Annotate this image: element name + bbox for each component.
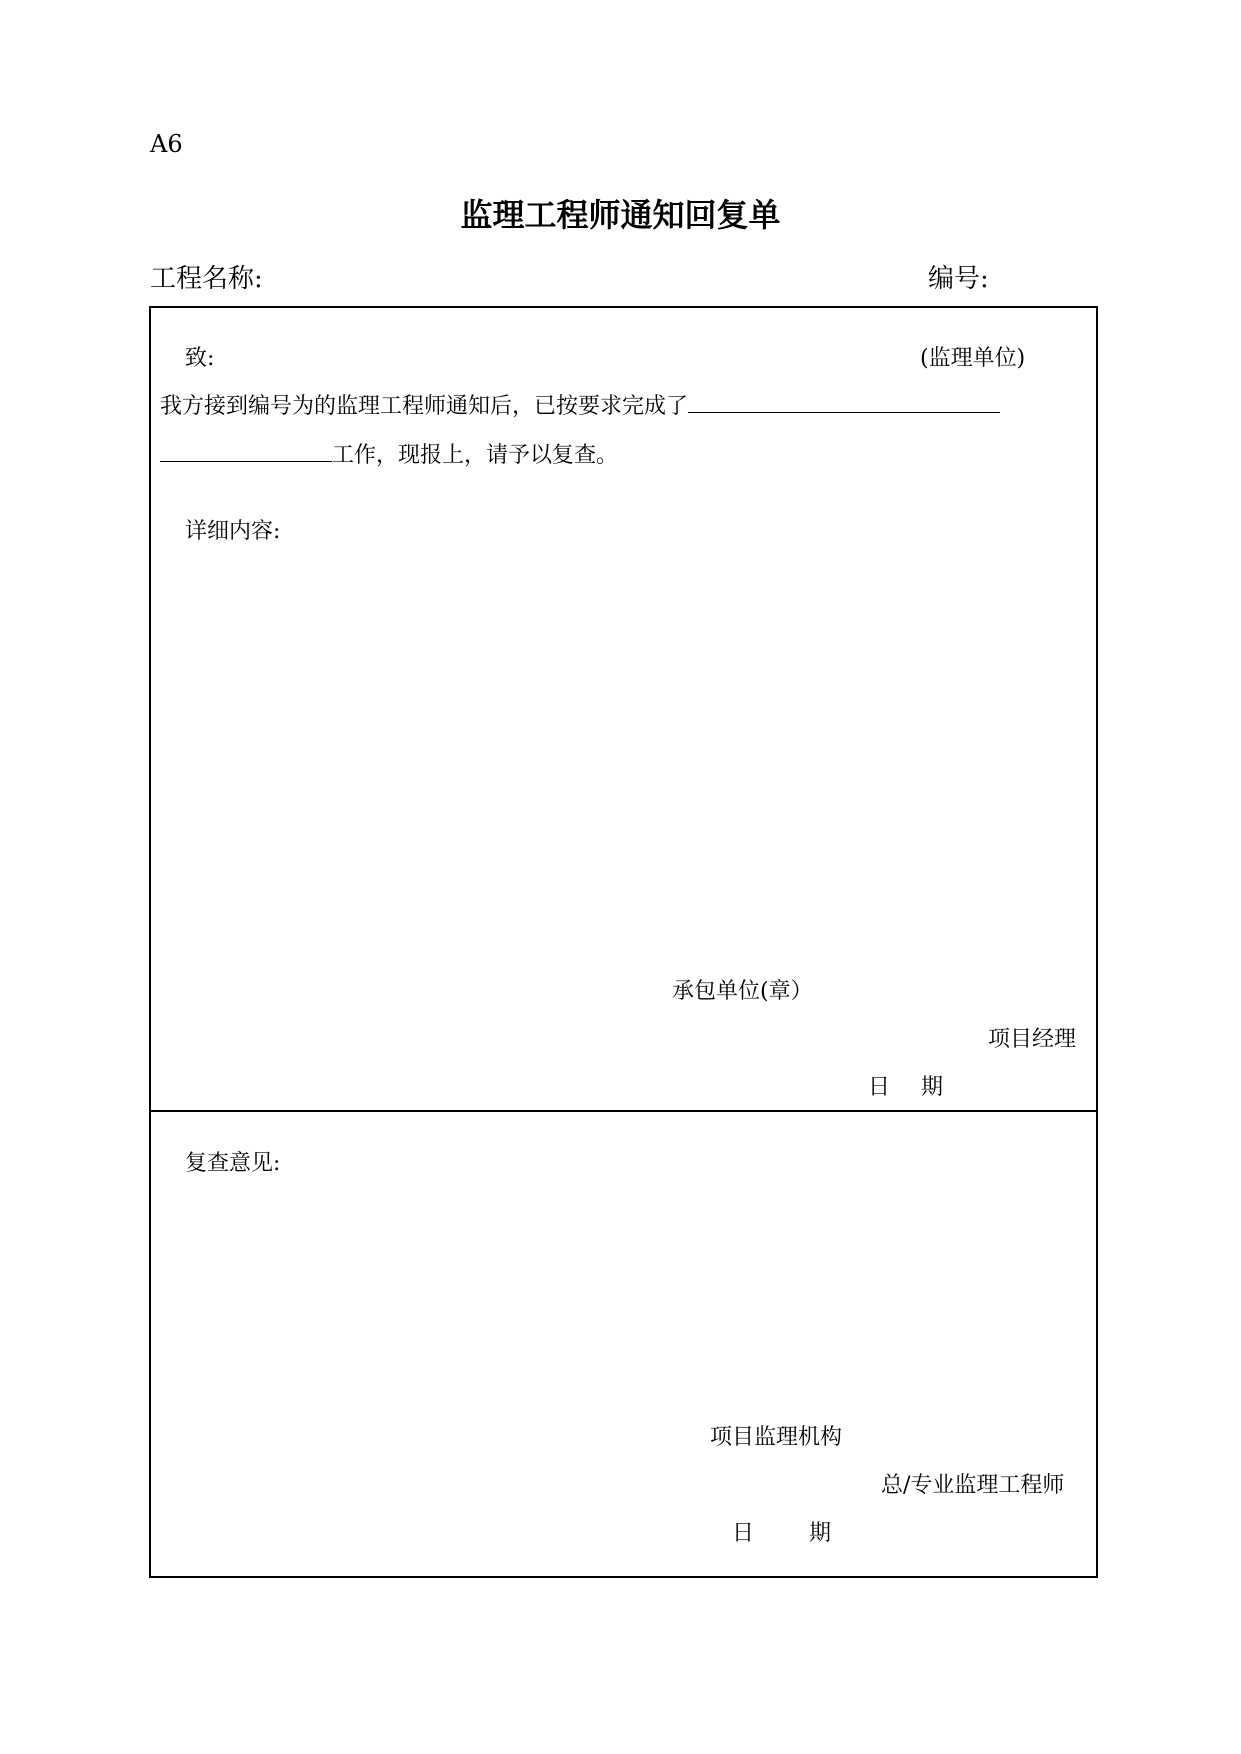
- serial-number-label: 编号:: [928, 264, 989, 294]
- chief-engineer-label: 总/专业监理工程师: [881, 1473, 1065, 1498]
- form-frame: [149, 306, 1098, 1578]
- supervision-organization-label: 项目监理机构: [710, 1425, 843, 1450]
- reply-statement-line-2: [160, 438, 618, 469]
- document-code: A6: [150, 130, 183, 158]
- section-divider: [149, 1110, 1098, 1112]
- project-name-label: 工程名称:: [150, 264, 263, 294]
- review-opinion-label: 复查意见:: [185, 1151, 281, 1176]
- completed-work-blank-2[interactable]: [160, 439, 332, 462]
- completed-work-blank-1[interactable]: [688, 390, 1000, 413]
- review-date-label: 日 期: [732, 1521, 831, 1546]
- reply-statement-text-1: 我方接到编号为的监理工程师通知后，已按要求完成了: [160, 394, 689, 419]
- to-label: 致:: [185, 346, 215, 371]
- supervisor-unit-label: (监理单位): [920, 346, 1026, 371]
- reply-statement-text-2: 工作，现报上，请予以复查。: [332, 443, 619, 468]
- document-title: 监理工程师通知回复单: [460, 196, 781, 234]
- details-label: 详细内容:: [185, 519, 281, 544]
- project-manager-label: 项目经理: [988, 1027, 1077, 1052]
- reply-date-label: 日 期: [868, 1075, 943, 1100]
- reply-statement-line-1: [160, 389, 1000, 420]
- contractor-seal-label: 承包单位(章）: [672, 979, 813, 1004]
